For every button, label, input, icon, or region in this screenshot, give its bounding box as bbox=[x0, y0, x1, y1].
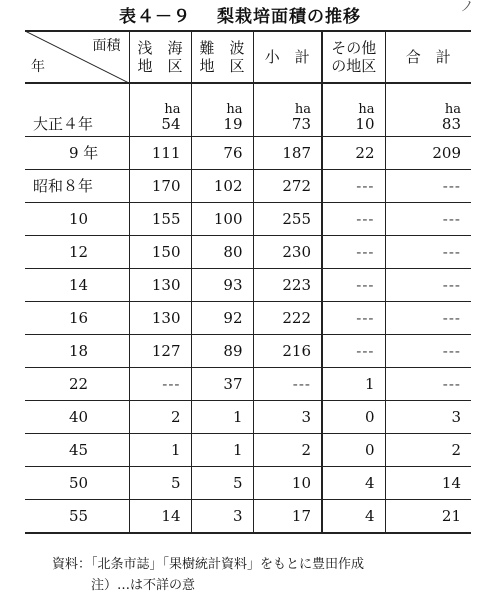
column-header-text: 難 波 bbox=[199, 38, 245, 57]
year-cell: 55 bbox=[25, 499, 129, 532]
table-row bbox=[25, 83, 471, 136]
value-cell: 3 bbox=[385, 400, 471, 433]
year-cell: 10 bbox=[25, 202, 129, 235]
column-header-text: その他 bbox=[331, 38, 377, 57]
value-text: 19 bbox=[223, 114, 243, 133]
table-row bbox=[25, 169, 471, 202]
value-cell: 1 bbox=[191, 433, 253, 466]
table-title bbox=[0, 2, 480, 27]
value-cell: 21 bbox=[385, 499, 471, 532]
col-header-total bbox=[385, 31, 471, 83]
value-cell: 223 bbox=[253, 268, 322, 301]
table-row bbox=[25, 235, 471, 268]
value-cell: 1 bbox=[322, 367, 385, 400]
value-cell: 2 bbox=[253, 433, 322, 466]
remark-note: 注）…は不詳の意 bbox=[91, 578, 196, 593]
page-corner-mark: ノ bbox=[460, 0, 474, 15]
value-cell: 4 bbox=[322, 499, 385, 532]
unit-label: ha bbox=[358, 101, 375, 117]
value-cell: 92 bbox=[191, 301, 253, 334]
value-cell: --- bbox=[322, 169, 385, 202]
cultivation-area-table bbox=[25, 31, 471, 533]
value-cell: 155 bbox=[129, 202, 191, 235]
value-cell: 0 bbox=[322, 400, 385, 433]
value-cell bbox=[129, 83, 191, 136]
value-cell: --- bbox=[385, 235, 471, 268]
table-row bbox=[25, 499, 471, 532]
source-note: 資料：「北条市誌」「果樹統計資料」をもとに豊田作成 bbox=[52, 557, 365, 572]
value-cell: --- bbox=[385, 334, 471, 367]
unit-label: ha bbox=[164, 101, 181, 117]
value-cell: 230 bbox=[253, 235, 322, 268]
value-cell: --- bbox=[385, 202, 471, 235]
year-cell: 50 bbox=[25, 466, 129, 499]
value-cell: 22 bbox=[322, 136, 385, 169]
value-cell: 209 bbox=[385, 136, 471, 169]
year-cell: 14 bbox=[25, 268, 129, 301]
year-cell: 22 bbox=[25, 367, 129, 400]
value-cell: 0 bbox=[322, 433, 385, 466]
column-header-text: 地 区 bbox=[137, 56, 183, 75]
value-cell: --- bbox=[385, 367, 471, 400]
year-cell: 45 bbox=[25, 433, 129, 466]
column-header-text: 浅 海 bbox=[137, 38, 183, 57]
unit-label: ha bbox=[226, 101, 243, 117]
value-cell: 222 bbox=[253, 301, 322, 334]
unit-label: ha bbox=[294, 101, 311, 117]
value-cell: 187 bbox=[253, 136, 322, 169]
value-cell: 17 bbox=[253, 499, 322, 532]
table-row bbox=[25, 466, 471, 499]
value-cell: 76 bbox=[191, 136, 253, 169]
value-cell: 130 bbox=[129, 301, 191, 334]
table-row bbox=[25, 301, 471, 334]
value-cell: 14 bbox=[129, 499, 191, 532]
table-row bbox=[25, 136, 471, 169]
table-caption: 梨栽培面積の推移 bbox=[217, 7, 361, 27]
value-text: 54 bbox=[161, 114, 181, 133]
table-row bbox=[25, 433, 471, 466]
value-cell: --- bbox=[322, 268, 385, 301]
value-cell: 3 bbox=[191, 499, 253, 532]
value-cell: 4 bbox=[322, 466, 385, 499]
value-cell bbox=[322, 83, 385, 136]
value-cell bbox=[253, 83, 322, 136]
value-cell: 255 bbox=[253, 202, 322, 235]
unit-label: ha bbox=[444, 101, 461, 117]
year-cell: 9 年 bbox=[25, 136, 129, 169]
value-cell: 1 bbox=[191, 400, 253, 433]
corner-header-cell bbox=[25, 31, 129, 83]
value-cell: 14 bbox=[385, 466, 471, 499]
value-cell: --- bbox=[129, 367, 191, 400]
value-cell: --- bbox=[385, 301, 471, 334]
col-header-asami bbox=[129, 31, 191, 83]
value-cell: --- bbox=[322, 334, 385, 367]
value-text: 10 bbox=[355, 114, 375, 133]
year-cell: 昭和８年 bbox=[25, 169, 129, 202]
value-cell: 3 bbox=[253, 400, 322, 433]
value-cell: 170 bbox=[129, 169, 191, 202]
table-row bbox=[25, 367, 471, 400]
column-header-text: 合 計 bbox=[405, 47, 451, 66]
header-row bbox=[25, 31, 471, 83]
value-cell: 2 bbox=[385, 433, 471, 466]
table-row bbox=[25, 400, 471, 433]
value-cell: --- bbox=[322, 202, 385, 235]
value-cell: 272 bbox=[253, 169, 322, 202]
value-text: 83 bbox=[441, 114, 461, 133]
value-cell: 89 bbox=[191, 334, 253, 367]
value-cell: 37 bbox=[191, 367, 253, 400]
column-header-text: 地 区 bbox=[199, 56, 245, 75]
value-cell: 1 bbox=[129, 433, 191, 466]
col-header-subtotal bbox=[253, 31, 322, 83]
value-cell: 111 bbox=[129, 136, 191, 169]
table-number: 表４－９ bbox=[119, 7, 191, 27]
header-year-label: 年 bbox=[31, 59, 45, 75]
value-cell: 10 bbox=[253, 466, 322, 499]
value-cell: 5 bbox=[129, 466, 191, 499]
year-cell: 40 bbox=[25, 400, 129, 433]
year-cell: 12 bbox=[25, 235, 129, 268]
table-row bbox=[25, 268, 471, 301]
header-area-label: 面積 bbox=[92, 38, 121, 54]
value-cell: --- bbox=[385, 268, 471, 301]
table-row bbox=[25, 202, 471, 235]
value-cell: 2 bbox=[129, 400, 191, 433]
year-cell: 18 bbox=[25, 334, 129, 367]
table-row bbox=[25, 334, 471, 367]
value-cell: --- bbox=[322, 235, 385, 268]
value-text: 73 bbox=[291, 114, 311, 133]
value-cell: 5 bbox=[191, 466, 253, 499]
value-cell: --- bbox=[253, 367, 322, 400]
value-cell bbox=[385, 83, 471, 136]
value-cell: 100 bbox=[191, 202, 253, 235]
year-cell: 16 bbox=[25, 301, 129, 334]
value-cell: 93 bbox=[191, 268, 253, 301]
value-cell: 216 bbox=[253, 334, 322, 367]
col-header-other bbox=[322, 31, 385, 83]
value-cell: 150 bbox=[129, 235, 191, 268]
value-cell: 102 bbox=[191, 169, 253, 202]
value-cell: --- bbox=[322, 301, 385, 334]
table-bottom-border bbox=[25, 532, 471, 534]
col-header-nanba bbox=[191, 31, 253, 83]
value-cell bbox=[191, 83, 253, 136]
column-header-text: 小 計 bbox=[264, 47, 310, 66]
value-cell: 80 bbox=[191, 235, 253, 268]
year-cell: 大正４年 bbox=[25, 83, 129, 136]
value-cell: 130 bbox=[129, 268, 191, 301]
value-cell: --- bbox=[385, 169, 471, 202]
value-cell: 127 bbox=[129, 334, 191, 367]
column-header-text: の地区 bbox=[331, 56, 377, 75]
